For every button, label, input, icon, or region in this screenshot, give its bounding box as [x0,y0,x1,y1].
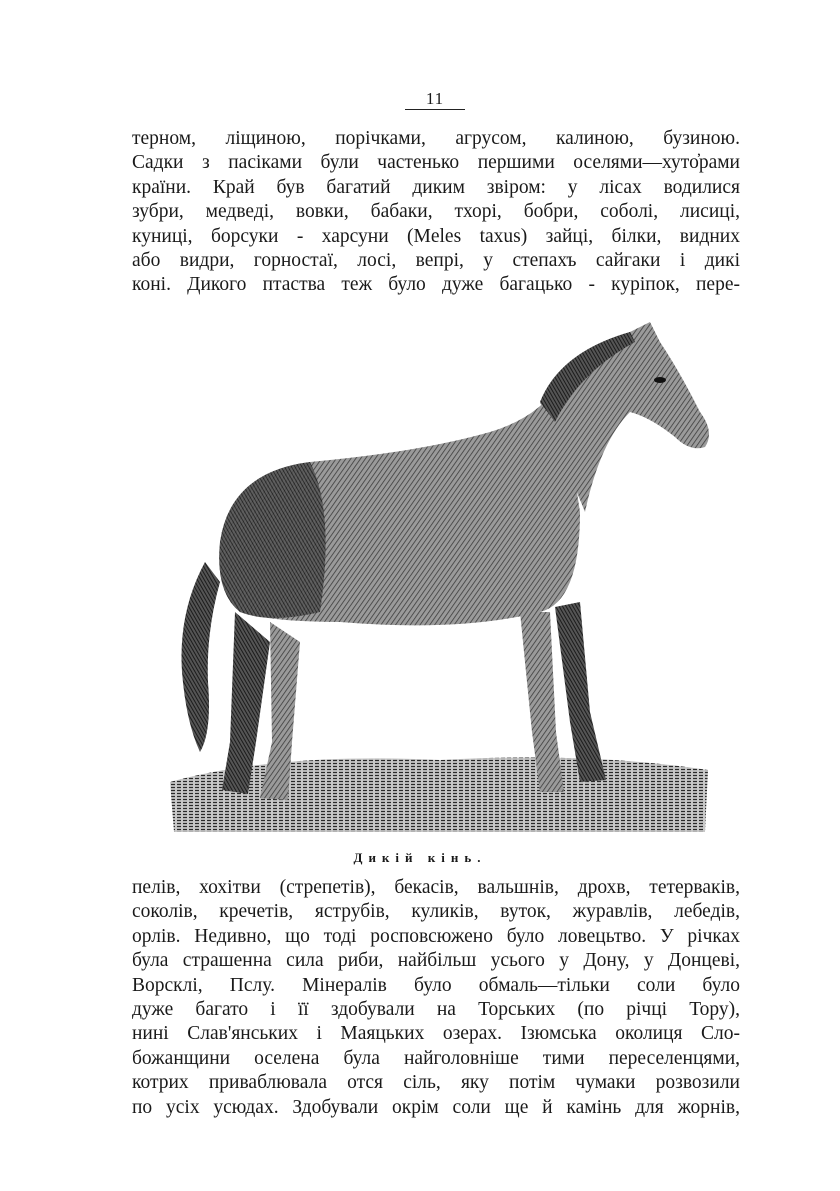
text-line: Ворсклі, Пслу. Мінералів було обмаль—тільки соли було [132,974,740,996]
text-line: коні. Дикого птаства теж було дуже багацько - куріпок, пере- [132,274,740,296]
text-line: пелів, хохітви (стрепетів), бекасів, вальшнів, дрохв, тетерваків, [132,877,740,898]
text-line: терном, ліщиною, порічками, агрусом, калиною, бузиною. [132,128,740,149]
figure-caption: Дикій кінь. [353,850,487,865]
text-line: котрих приваблювала отся сіль, яку потім чумаки розвозили [132,1072,740,1094]
horse-engraving [160,312,720,838]
text-line: соколів, кречетів, яструбів, куликів, вуток, журавлів, лебедів, [132,901,740,923]
text-line: Садки з пасіками були частенько першими оселями—хуто̓рами [132,152,740,174]
text-line: дуже багато і її здобували на Торських (по річці Тору), [132,998,740,1020]
paragraph-bottom [132,876,740,1120]
paragraph-top [132,127,740,298]
text-line: куниці, борсуки - харсуни (Meles taxus) зайці, білки, видних [132,225,740,247]
horse-tail [181,562,220,752]
text-line: країни. Край був багатий диким звіром: у лісах водилися [132,176,740,198]
text-line: була страшенна сила риби, найбільш усього у Дону, у Донцеві, [132,950,740,972]
page-number: 11 [405,90,465,110]
text-line: нині Слав'янських і Маяцьких озерах. Ізюмська околиця Сло- [132,1023,740,1045]
text-line: орлів. Недивно, що тоді росповсюжено було ловецьтво. У річках [132,925,740,947]
horse-front-leg [555,602,606,782]
horse-eye [654,377,666,383]
horse-hindquarters [219,462,325,618]
wild-horse-illustration [160,312,720,838]
text-line: божанщини оселена була найголовніше тими переселенцями, [132,1047,740,1069]
text-line: по усіх усюдах. Здобували окрім соли ще й камінь для жорнів, [132,1096,740,1118]
text-line: зубри, медведі, вовки, бабаки, тхорі, бобри, соболі, лисиці, [132,201,740,223]
text-line: або видри, горностаї, лосі, вепрі, у степахъ сайгаки і дикі [132,249,740,271]
